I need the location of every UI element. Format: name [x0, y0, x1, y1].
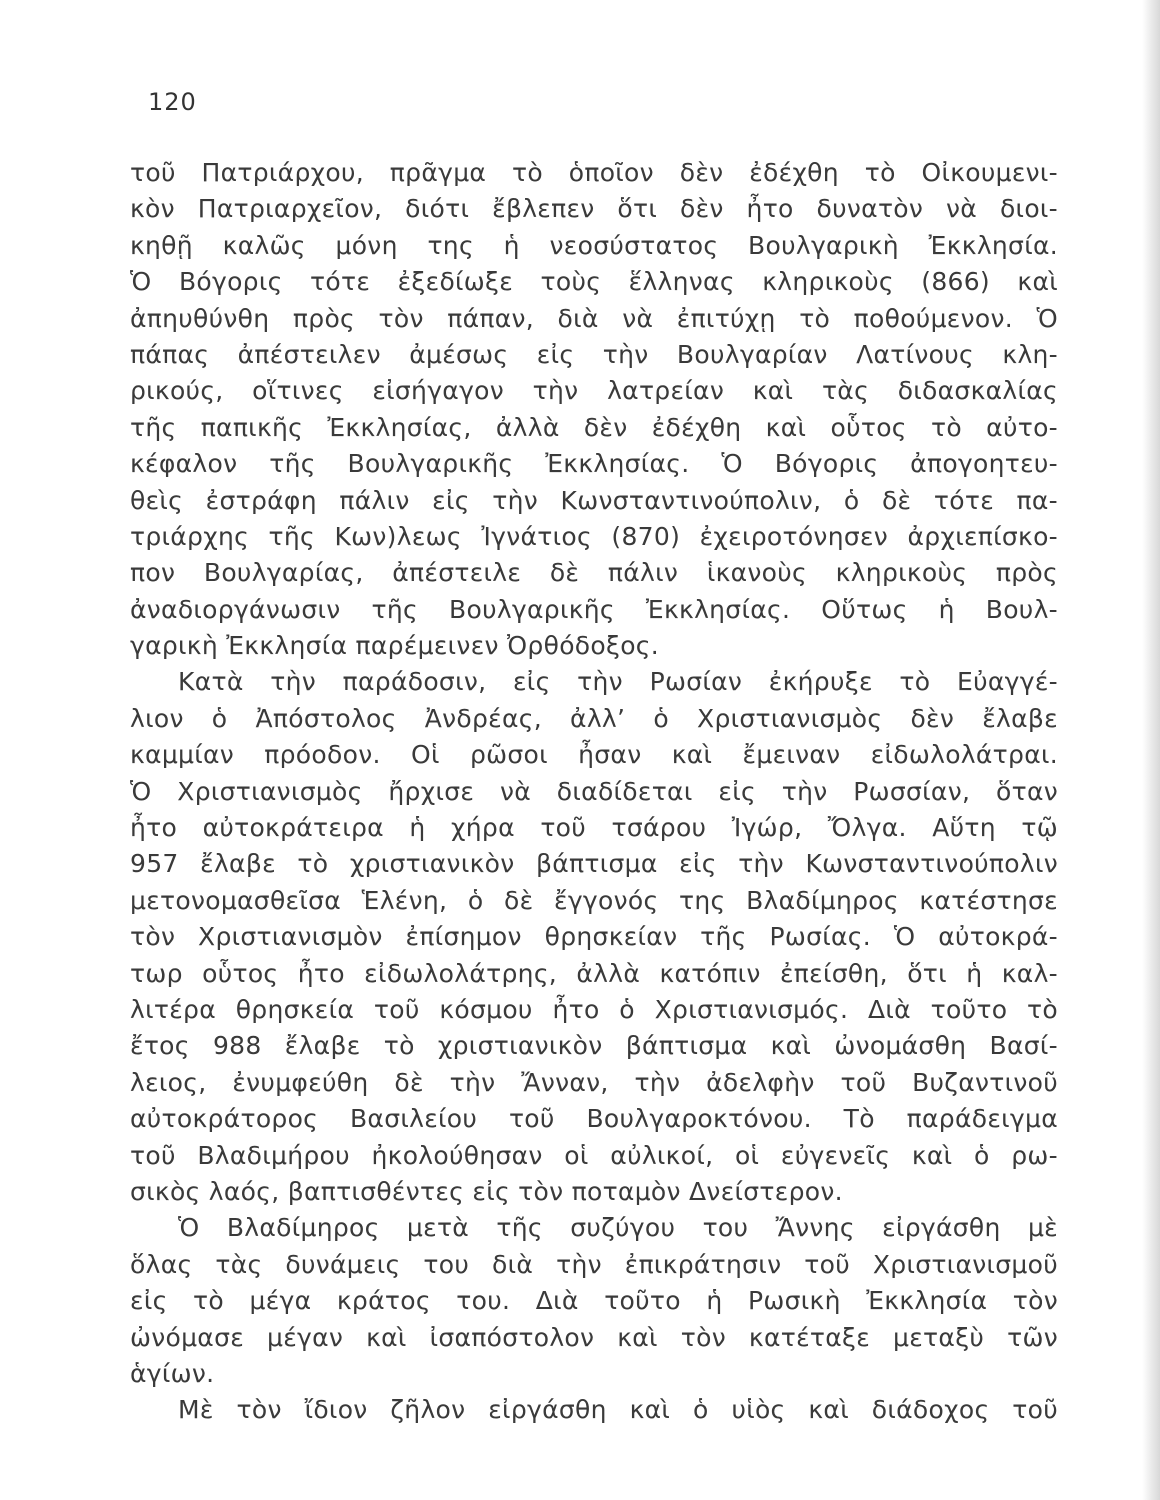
text-line: ἀπηυθύνθη πρὸς τὸν πάπαν, διὰ νὰ ἐπιτύχῃ τὸ ποθούμενον. Ὁ [130, 303, 1058, 333]
scan-edge-shadow [1142, 0, 1160, 1500]
text-line: ὠνόμασε μέγαν καὶ ἰσαπόστολον καὶ τὸν κατέταξε μεταξὺ τῶν [130, 1322, 1058, 1352]
text-line: ἔτος 988 ἔλαβε τὸ χριστιανικὸν βάπτισμα καὶ ὠνομάσθη Βασί- [130, 1031, 1058, 1061]
text-line: μετονομασθεῖσα Ἑλένη, ὁ δὲ ἔγγονός της Βλαδίμηρος κατέστησε [130, 885, 1058, 915]
text-line: θεὶς ἐστράφη πάλιν εἰς τὴν Κωνσταντινούπολιν, ὁ δὲ τότε πα- [130, 485, 1058, 515]
text-line: 957 ἔλαβε τὸ χριστιανικὸν βάπτισμα εἰς τὴν Κωνσταντινούπολιν [130, 849, 1058, 879]
text-line: τὸν Χριστιανισμὸν ἐπίσημον θρησκείαν τῆς Ρωσίας. Ὁ αὐτοκρά- [130, 922, 1058, 952]
text-line: κηθῇ καλῶς μόνη της ἡ νεοσύστατος Βουλγαρικὴ Ἐκκλησία. [130, 230, 1058, 260]
text-line: κέφαλον τῆς Βουλγαρικῆς Ἐκκλησίας. Ὁ Βόγορις ἀπογοητευ- [130, 449, 1058, 479]
body-text [130, 155, 1058, 1429]
text-line: καμμίαν πρόοδον. Οἱ ρῶσοι ἦσαν καὶ ἔμειναν εἰδωλολάτραι. [130, 740, 1058, 770]
text-line: ἀναδιοργάνωσιν τῆς Βουλγαρικῆς Ἐκκλησίας. Οὕτως ἡ Βουλ- [130, 594, 1058, 624]
text-line: τοῦ Βλαδιμήρου ἠκολούθησαν οἱ αὐλικοί, οἱ εὐγενεῖς καὶ ὁ ρω- [130, 1140, 1058, 1170]
text-line: τριάρχης τῆς Κων)λεως Ἰγνάτιος (870) ἐχειροτόνησεν ἀρχιεπίσκο- [130, 521, 1058, 551]
text-line: γαρικὴ Ἐκκλησία παρέμεινεν Ὀρθόδοξος. [130, 631, 660, 661]
text-line: Ὁ Βόγορις τότε ἐξεδίωξε τοὺς ἕλληνας κληρικοὺς (866) καὶ [130, 267, 1058, 297]
text-line: ρικούς, οἵτινες εἰσήγαγον τὴν λατρείαν καὶ τὰς διδασκαλίας [130, 376, 1058, 406]
text-line: τῆς παπικῆς Ἐκκλησίας, ἀλλὰ δὲν ἐδέχθη καὶ οὗτος τὸ αὐτο- [130, 412, 1058, 442]
text-line: λιτέρα θρησκεία τοῦ κόσμου ἦτο ὁ Χριστιανισμός. Διὰ τοῦτο τὸ [130, 994, 1058, 1024]
text-line: ἦτο αὐτοκράτειρα ἡ χήρα τοῦ τσάρου Ἰγώρ, Ὄλγα. Αὕτη τῷ [130, 813, 1058, 843]
text-line: ἁγίων. [130, 1358, 215, 1388]
text-line: Ὁ Βλαδίμηρος μετὰ τῆς συζύγου του Ἄννης εἰργάσθη μὲ [178, 1213, 1058, 1243]
text-line: τοῦ Πατριάρχου, πρᾶγμα τὸ ὁποῖον δὲν ἐδέχθη τὸ Οἰκουμενι- [130, 158, 1058, 187]
text-line: εἰς τὸ μέγα κράτος του. Διὰ τοῦτο ἡ Ρωσικὴ Ἐκκλησία τὸν [130, 1286, 1058, 1316]
page-number: 120 [148, 88, 197, 116]
text-line: κὸν Πατριαρχεῖον, διότι ἔβλεπεν ὅτι δὲν ἦτο δυνατὸν νὰ διοι- [130, 194, 1058, 224]
text-line: Μὲ τὸν ἴδιον ζῆλον εἰργάσθη καὶ ὁ υἱὸς καὶ διάδοχος τοῦ [178, 1395, 1058, 1425]
text-line: σικὸς λαός, βαπτισθέντες εἰς τὸν ποταμὸν Δνείστερον. [130, 1176, 843, 1206]
text-line: Κατὰ τὴν παράδοσιν, εἰς τὴν Ρωσίαν ἐκήρυξε τὸ Εὐαγγέ- [178, 667, 1058, 697]
text-line: λιον ὁ Ἀπόστολος Ἀνδρέας, ἀλλ’ ὁ Χριστιανισμὸς δὲν ἔλαβε [130, 703, 1058, 733]
text-line: Ὁ Χριστιανισμὸς ἤρχισε νὰ διαδίδεται εἰς τὴν Ρωσσίαν, ὅταν [130, 776, 1058, 806]
text-line: ὅλας τὰς δυνάμεις του διὰ τὴν ἐπικράτησιν τοῦ Χριστιανισμοῦ [130, 1249, 1058, 1279]
text-line: λειος, ἐνυμφεύθη δὲ τὴν Ἄνναν, τὴν ἀδελφὴν τοῦ Βυζαντινοῦ [130, 1067, 1058, 1097]
text-line: πάπας ἀπέστειλεν ἀμέσως εἰς τὴν Βουλγαρίαν Λατίνους κλη- [130, 339, 1058, 369]
text-line: πον Βουλγαρίας, ἀπέστειλε δὲ πάλιν ἱκανοὺς κληρικοὺς πρὸς [130, 558, 1058, 588]
text-line: τωρ οὗτος ἦτο εἰδωλολάτρης, ἀλλὰ κατόπιν ἐπείσθη, ὅτι ἡ καλ- [130, 958, 1058, 988]
text-line: αὐτοκράτορος Βασιλείου τοῦ Βουλγαροκτόνου. Τὸ παράδειγμα [130, 1104, 1058, 1134]
